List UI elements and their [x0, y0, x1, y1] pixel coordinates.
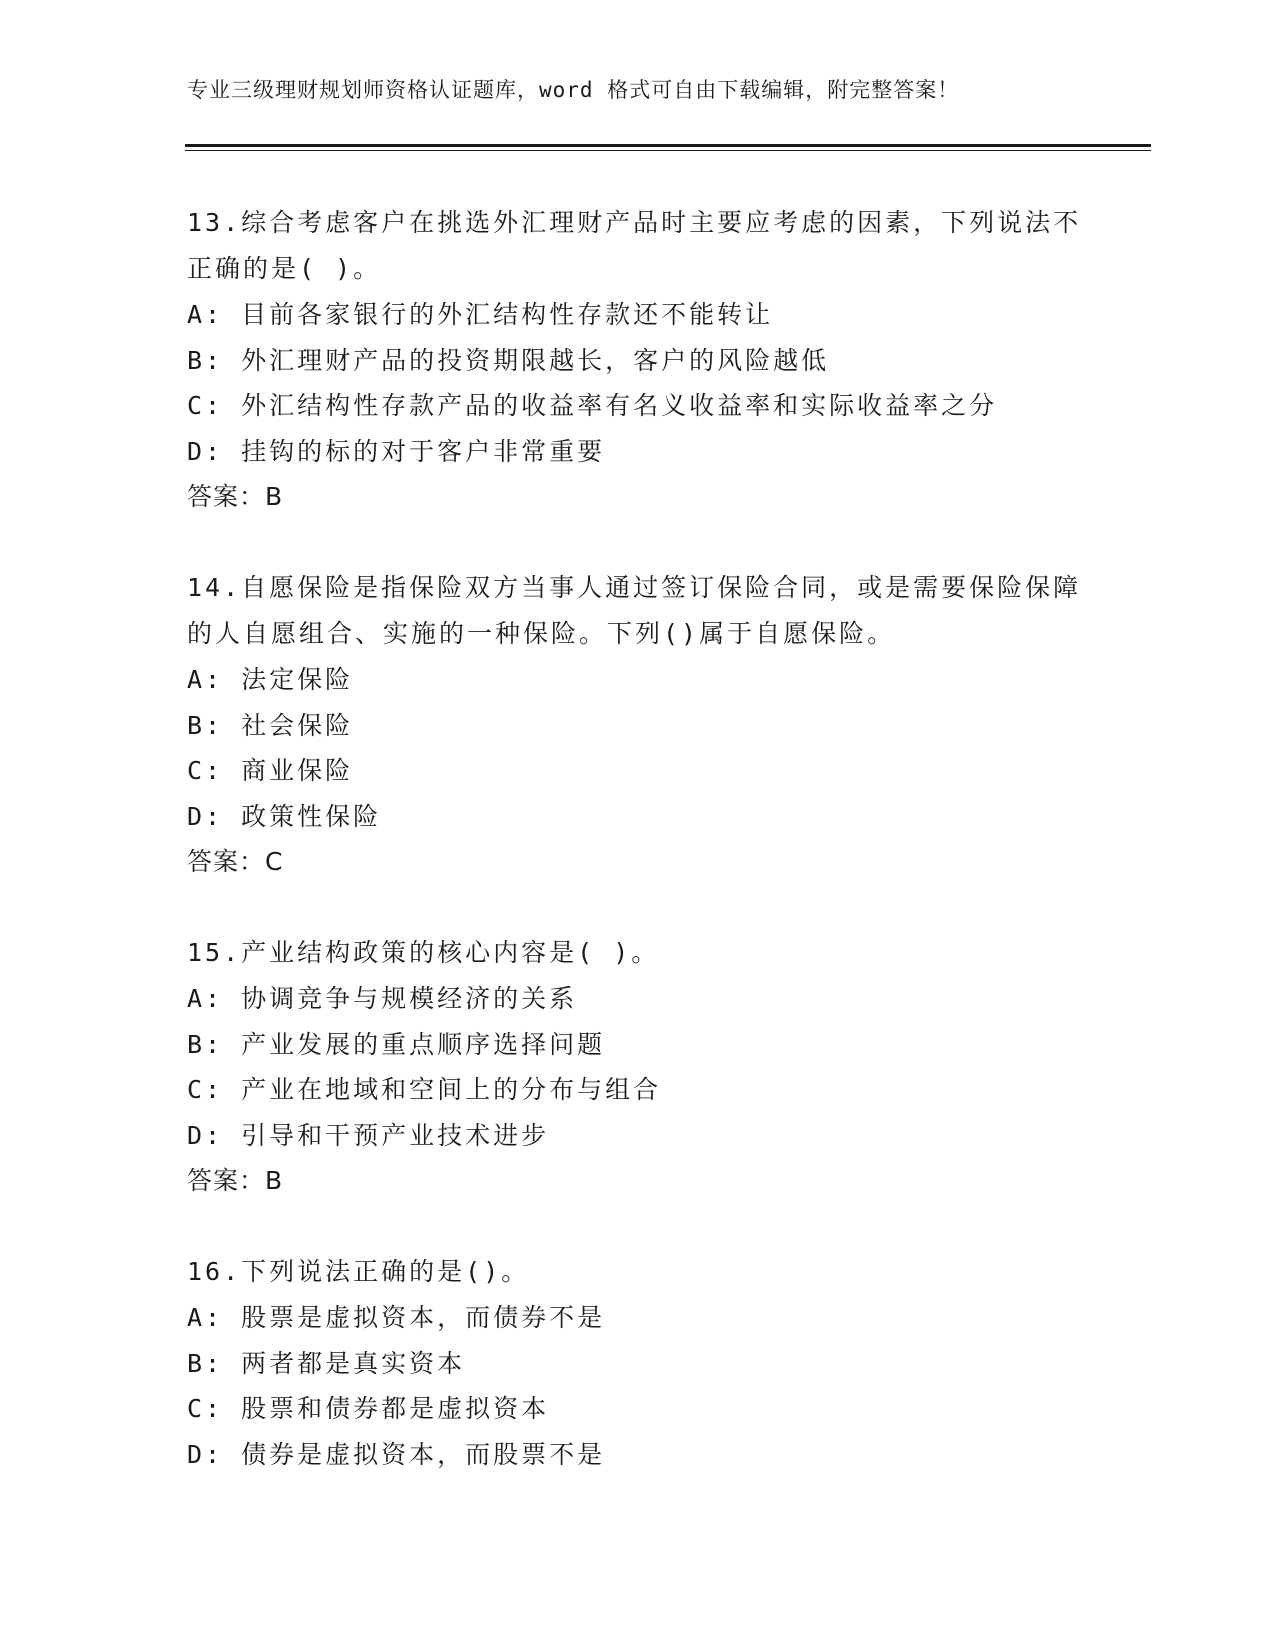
answer: 答案：B [187, 1166, 284, 1195]
question-14 [187, 565, 1087, 885]
option-d: D: 挂钩的标的对于客户非常重要 [187, 436, 606, 466]
question-stem: 13.综合考虑客户在挑选外汇理财产品时主要应考虑的因素，下列说法不正确的是( )。 [187, 208, 1082, 283]
question-stem: 16.下列说法正确的是()。 [187, 1257, 530, 1286]
option-a: A: 法定保险 [187, 665, 354, 694]
option-list [187, 976, 1087, 1158]
option-list [187, 657, 1087, 839]
option-d: D: 政策性保险 [187, 801, 382, 831]
option-a: A: 协调竞争与规模经济的关系 [187, 984, 578, 1013]
option-b: B: 外汇理财产品的投资期限越长，客户的风险越低 [187, 345, 830, 375]
option-c: C: 外汇结构性存款产品的收益率有名义收益率和实际收益率之分 [187, 391, 998, 420]
option-c: C: 股票和债券都是虚拟资本 [187, 1394, 550, 1423]
answer: 答案：C [187, 847, 284, 876]
question-stem: 14.自愿保险是指保险双方当事人通过签订保险合同，或是需要保险保障的人自愿组合、实施的一种保险。下列()属于自愿保险。 [187, 573, 1082, 648]
question-16 [187, 1249, 1087, 1477]
option-c: C: 产业在地域和空间上的分布与组合 [187, 1075, 662, 1104]
header-divider [185, 144, 1151, 147]
option-list [187, 1295, 1087, 1477]
option-b: B: 产业发展的重点顺序选择问题 [187, 1029, 606, 1059]
question-list [187, 200, 1087, 1522]
question-stem: 15.产业结构政策的核心内容是( )。 [187, 938, 660, 967]
option-b: B: 社会保险 [187, 710, 354, 740]
option-a: A: 目前各家银行的外汇结构性存款还不能转让 [187, 300, 774, 329]
header-divider-thin [185, 150, 1151, 151]
option-a: A: 股票是虚拟资本，而债券不是 [187, 1303, 606, 1332]
option-b: B: 两者都是真实资本 [187, 1348, 466, 1378]
page-header: 专业三级理财规划师资格认证题库，word 格式可自由下载编辑，附完整答案！ [187, 78, 960, 102]
option-d: D: 债券是虚拟资本，而股票不是 [187, 1439, 606, 1469]
option-list [187, 292, 1087, 474]
question-15 [187, 930, 1087, 1204]
question-13 [187, 200, 1087, 520]
answer: 答案：B [187, 482, 284, 511]
option-d: D: 引导和干预产业技术进步 [187, 1120, 550, 1150]
option-c: C: 商业保险 [187, 756, 354, 785]
